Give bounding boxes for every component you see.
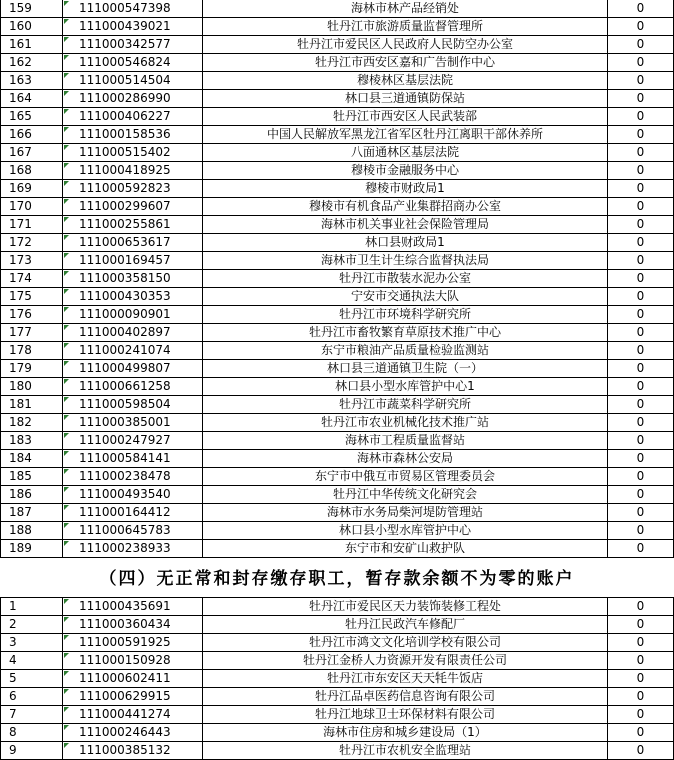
table-row xyxy=(1,180,674,198)
account-number-cell[interactable]: 111000515402 xyxy=(63,144,203,162)
table-row xyxy=(1,18,674,36)
account-number-cell[interactable]: 111000499807 xyxy=(63,360,203,378)
row-number-cell[interactable]: 175 xyxy=(1,288,63,306)
balance-cell[interactable]: 0 xyxy=(608,706,674,724)
row-number-cell[interactable]: 164 xyxy=(1,90,63,108)
row-number-cell[interactable]: 177 xyxy=(1,324,63,342)
row-number-cell[interactable]: 165 xyxy=(1,108,63,126)
balance-cell[interactable]: 0 xyxy=(608,72,674,90)
table-row xyxy=(1,688,674,706)
balance-cell[interactable]: 0 xyxy=(608,504,674,522)
row-number-cell[interactable]: 186 xyxy=(1,486,63,504)
row-number-cell[interactable]: 5 xyxy=(1,670,63,688)
table-row xyxy=(1,540,674,558)
row-number-cell[interactable]: 185 xyxy=(1,468,63,486)
table-row xyxy=(1,252,674,270)
table-row xyxy=(1,450,674,468)
table-row xyxy=(1,36,674,54)
balance-cell[interactable]: 0 xyxy=(608,670,674,688)
row-number-cell[interactable]: 176 xyxy=(1,306,63,324)
balance-cell[interactable]: 0 xyxy=(608,450,674,468)
row-number-cell[interactable]: 170 xyxy=(1,198,63,216)
table-row xyxy=(1,162,674,180)
account-number-cell[interactable]: 111000255861 xyxy=(63,216,203,234)
row-number-cell[interactable]: 8 xyxy=(1,724,63,742)
unit-name-cell[interactable]: 海林市工程质量监督站 xyxy=(203,432,608,450)
table-row xyxy=(1,108,674,126)
unit-name-cell[interactable]: 林口县三道通镇卫生院（一） xyxy=(203,360,608,378)
row-number-cell[interactable]: 173 xyxy=(1,252,63,270)
balance-cell[interactable]: 0 xyxy=(608,306,674,324)
balance-cell[interactable]: 0 xyxy=(608,234,674,252)
unit-name-cell[interactable]: 牡丹江市鸿文文化培训学校有限公司 xyxy=(203,634,608,652)
unit-name-cell[interactable]: 牡丹江市农机安全监理站 xyxy=(203,742,608,760)
table-row xyxy=(1,90,674,108)
table-row xyxy=(1,198,674,216)
table-row xyxy=(1,0,674,18)
balance-cell[interactable]: 0 xyxy=(608,486,674,504)
unit-name-cell[interactable]: 牡丹江市农业机械化技术推广站 xyxy=(203,414,608,432)
account-number-cell[interactable]: 111000592823 xyxy=(63,180,203,198)
account-number-cell[interactable]: 111000591925 xyxy=(63,634,203,652)
balance-cell[interactable]: 0 xyxy=(608,162,674,180)
row-number-cell[interactable]: 159 xyxy=(1,0,63,18)
row-number-cell[interactable]: 166 xyxy=(1,126,63,144)
account-number-cell[interactable]: 111000286990 xyxy=(63,90,203,108)
account-number-cell[interactable]: 111000299607 xyxy=(63,198,203,216)
account-number-cell[interactable]: 111000402897 xyxy=(63,324,203,342)
balance-cell[interactable]: 0 xyxy=(608,54,674,72)
balance-cell[interactable]: 0 xyxy=(608,742,674,760)
unit-name-cell[interactable]: 海林市森林公安局 xyxy=(203,450,608,468)
table-row xyxy=(1,234,674,252)
unit-name-cell[interactable]: 穆棱市财政局1 xyxy=(203,180,608,198)
unit-name-cell[interactable]: 牡丹江市西安区嘉和广告制作中心 xyxy=(203,54,608,72)
balance-cell[interactable]: 0 xyxy=(608,378,674,396)
account-number-cell[interactable]: 111000661258 xyxy=(63,378,203,396)
row-number-cell[interactable]: 163 xyxy=(1,72,63,90)
account-number-cell[interactable]: 111000247927 xyxy=(63,432,203,450)
table-row xyxy=(1,144,674,162)
unit-name-cell[interactable]: 八面通林区基层法院 xyxy=(203,144,608,162)
account-number-cell[interactable]: 111000342577 xyxy=(63,36,203,54)
table-row xyxy=(1,432,674,450)
unit-name-cell[interactable]: 林口县财政局1 xyxy=(203,234,608,252)
row-number-cell[interactable]: 188 xyxy=(1,522,63,540)
row-number-cell[interactable]: 1 xyxy=(1,598,63,616)
balance-cell[interactable]: 0 xyxy=(608,90,674,108)
balance-cell[interactable]: 0 xyxy=(608,0,674,18)
row-number-cell[interactable]: 168 xyxy=(1,162,63,180)
balance-cell[interactable]: 0 xyxy=(608,342,674,360)
section-heading: （四）无正常和封存缴存职工，暂存款余额不为零的账户 xyxy=(99,569,575,589)
balance-cell[interactable]: 0 xyxy=(608,198,674,216)
table-row xyxy=(1,306,674,324)
account-number-cell[interactable]: 111000584141 xyxy=(63,450,203,468)
unit-name-cell[interactable]: 牡丹江市畜牧繁育草原技术推广中心 xyxy=(203,324,608,342)
account-number-cell[interactable]: 111000430353 xyxy=(63,288,203,306)
account-number-cell[interactable]: 111000418925 xyxy=(63,162,203,180)
balance-cell[interactable]: 0 xyxy=(608,126,674,144)
unit-name-cell[interactable]: 宁安市交通执法大队 xyxy=(203,288,608,306)
row-number-cell[interactable]: 2 xyxy=(1,616,63,634)
unit-name-cell[interactable]: 牡丹江市西安区人民武装部 xyxy=(203,108,608,126)
table-row xyxy=(1,598,674,616)
balance-cell[interactable]: 0 xyxy=(608,634,674,652)
account-number-cell[interactable]: 111000439021 xyxy=(63,18,203,36)
account-number-cell[interactable]: 111000645783 xyxy=(63,522,203,540)
balance-cell[interactable]: 0 xyxy=(608,360,674,378)
unit-name-cell[interactable]: 牡丹江品卓医药信息咨询有限公司 xyxy=(203,688,608,706)
table-row xyxy=(1,72,674,90)
unit-name-cell[interactable]: 穆棱市金融服务中心 xyxy=(203,162,608,180)
balance-cell[interactable]: 0 xyxy=(608,688,674,706)
unit-name-cell[interactable]: 海林市卫生计生综合监督执法局 xyxy=(203,252,608,270)
balance-cell[interactable]: 0 xyxy=(608,540,674,558)
balance-cell[interactable]: 0 xyxy=(608,252,674,270)
balance-cell[interactable]: 0 xyxy=(608,522,674,540)
table-row xyxy=(1,504,674,522)
table-row xyxy=(1,360,674,378)
balance-cell[interactable]: 0 xyxy=(608,216,674,234)
account-number-cell[interactable]: 111000241074 xyxy=(63,342,203,360)
unit-name-cell[interactable]: 穆棱市有机食品产业集群招商办公室 xyxy=(203,198,608,216)
balance-cell[interactable]: 0 xyxy=(608,288,674,306)
table-row xyxy=(1,724,674,742)
table-row xyxy=(1,216,674,234)
account-number-cell[interactable]: 111000158536 xyxy=(63,126,203,144)
unit-name-cell[interactable]: 海林市机关事业社会保险管理局 xyxy=(203,216,608,234)
row-number-cell[interactable]: 9 xyxy=(1,742,63,760)
balance-cell[interactable]: 0 xyxy=(608,414,674,432)
row-number-cell[interactable]: 167 xyxy=(1,144,63,162)
row-number-cell[interactable]: 179 xyxy=(1,360,63,378)
balance-cell[interactable]: 0 xyxy=(608,432,674,450)
unit-name-cell[interactable]: 中国人民解放军黑龙江省军区牡丹江离职干部休养所 xyxy=(203,126,608,144)
balance-cell[interactable]: 0 xyxy=(608,396,674,414)
unit-name-cell[interactable]: 海林市水务局柴河堤防管理站 xyxy=(203,504,608,522)
unit-name-cell[interactable]: 林口县三道通镇防保站 xyxy=(203,90,608,108)
table-row xyxy=(1,486,674,504)
account-number-cell[interactable]: 111000169457 xyxy=(63,252,203,270)
unit-name-cell[interactable]: 穆棱林区基层法院 xyxy=(203,72,608,90)
accounts-table-lower xyxy=(0,597,674,760)
table-row xyxy=(1,706,674,724)
table-row xyxy=(1,522,674,540)
row-number-cell[interactable]: 171 xyxy=(1,216,63,234)
table-row xyxy=(1,288,674,306)
row-number-cell[interactable]: 6 xyxy=(1,688,63,706)
row-number-cell[interactable]: 160 xyxy=(1,18,63,36)
account-number-cell[interactable]: 111000653617 xyxy=(63,234,203,252)
balance-cell[interactable]: 0 xyxy=(608,144,674,162)
balance-cell[interactable]: 0 xyxy=(608,652,674,670)
table-row xyxy=(1,634,674,652)
row-number-cell[interactable]: 4 xyxy=(1,652,63,670)
account-number-cell[interactable]: 111000360434 xyxy=(63,616,203,634)
row-number-cell[interactable]: 184 xyxy=(1,450,63,468)
balance-cell[interactable]: 0 xyxy=(608,324,674,342)
account-number-cell[interactable]: 111000602411 xyxy=(63,670,203,688)
unit-name-cell[interactable]: 牡丹江中华传统文化研究会 xyxy=(203,486,608,504)
unit-name-cell[interactable]: 海林市林产品经销处 xyxy=(203,0,608,18)
row-number-cell[interactable]: 162 xyxy=(1,54,63,72)
balance-cell[interactable]: 0 xyxy=(608,18,674,36)
account-number-cell[interactable]: 111000598504 xyxy=(63,396,203,414)
account-number-cell[interactable]: 111000385132 xyxy=(63,742,203,760)
unit-name-cell[interactable]: 牡丹江金桥人力资源开发有限责任公司 xyxy=(203,652,608,670)
unit-name-cell[interactable]: 牡丹江市环境科学研究所 xyxy=(203,306,608,324)
account-number-cell[interactable]: 111000358150 xyxy=(63,270,203,288)
table-row xyxy=(1,414,674,432)
table-row xyxy=(1,378,674,396)
row-number-cell[interactable]: 181 xyxy=(1,396,63,414)
row-number-cell[interactable]: 172 xyxy=(1,234,63,252)
unit-name-cell[interactable]: 林口县小型水库管护中心 xyxy=(203,522,608,540)
table-row xyxy=(1,270,674,288)
account-number-cell[interactable]: 111000150928 xyxy=(63,652,203,670)
table-row xyxy=(1,54,674,72)
table-row xyxy=(1,616,674,634)
unit-name-cell[interactable]: 牡丹江市东安区天天牦牛饭店 xyxy=(203,670,608,688)
unit-name-cell[interactable]: 牡丹江市爱民区天力装饰装修工程处 xyxy=(203,598,608,616)
account-number-cell[interactable]: 111000441274 xyxy=(63,706,203,724)
balance-cell[interactable]: 0 xyxy=(608,180,674,198)
row-number-cell[interactable]: 7 xyxy=(1,706,63,724)
row-number-cell[interactable]: 183 xyxy=(1,432,63,450)
account-number-cell[interactable]: 111000238933 xyxy=(63,540,203,558)
account-number-cell[interactable]: 111000164412 xyxy=(63,504,203,522)
table-row xyxy=(1,652,674,670)
table-row xyxy=(1,324,674,342)
table-row xyxy=(1,342,674,360)
unit-name-cell[interactable]: 牡丹江地球卫士环保材料有限公司 xyxy=(203,706,608,724)
unit-name-cell[interactable]: 海林市住房和城乡建设局（1） xyxy=(203,724,608,742)
row-number-cell[interactable]: 180 xyxy=(1,378,63,396)
unit-name-cell[interactable]: 牡丹江市旅游质量监督管理所 xyxy=(203,18,608,36)
account-number-cell[interactable]: 111000406227 xyxy=(63,108,203,126)
row-number-cell[interactable]: 161 xyxy=(1,36,63,54)
unit-name-cell[interactable]: 东宁市中俄互市贸易区管理委员会 xyxy=(203,468,608,486)
account-number-cell[interactable]: 111000514504 xyxy=(63,72,203,90)
table-row xyxy=(1,742,674,760)
balance-cell[interactable]: 0 xyxy=(608,270,674,288)
unit-name-cell[interactable]: 牡丹江市蔬菜科学研究所 xyxy=(203,396,608,414)
account-number-cell[interactable]: 111000246443 xyxy=(63,724,203,742)
balance-cell[interactable]: 0 xyxy=(608,598,674,616)
unit-name-cell[interactable]: 牡丹江民政汽车修配厂 xyxy=(203,616,608,634)
table-row xyxy=(1,670,674,688)
row-number-cell[interactable]: 174 xyxy=(1,270,63,288)
row-number-cell[interactable]: 187 xyxy=(1,504,63,522)
unit-name-cell[interactable]: 东宁市和安矿山救护队 xyxy=(203,540,608,558)
unit-name-cell[interactable]: 牡丹江市爱民区人民政府人民防空办公室 xyxy=(203,36,608,54)
row-number-cell[interactable]: 189 xyxy=(1,540,63,558)
account-number-cell[interactable]: 111000546824 xyxy=(63,54,203,72)
account-number-cell[interactable]: 111000547398 xyxy=(63,0,203,18)
table-row xyxy=(1,126,674,144)
account-number-cell[interactable]: 111000629915 xyxy=(63,688,203,706)
unit-name-cell[interactable]: 牡丹江市散装水泥办公室 xyxy=(203,270,608,288)
account-number-cell[interactable]: 111000493540 xyxy=(63,486,203,504)
row-number-cell[interactable]: 3 xyxy=(1,634,63,652)
table-row xyxy=(1,396,674,414)
unit-name-cell[interactable]: 东宁市粮油产品质量检验监测站 xyxy=(203,342,608,360)
balance-cell[interactable]: 0 xyxy=(608,616,674,634)
row-number-cell[interactable]: 178 xyxy=(1,342,63,360)
balance-cell[interactable]: 0 xyxy=(608,108,674,126)
row-number-cell[interactable]: 169 xyxy=(1,180,63,198)
balance-cell[interactable]: 0 xyxy=(608,724,674,742)
table-row xyxy=(1,468,674,486)
balance-cell[interactable]: 0 xyxy=(608,468,674,486)
account-number-cell[interactable]: 111000435691 xyxy=(63,598,203,616)
account-number-cell[interactable]: 111000090901 xyxy=(63,306,203,324)
row-number-cell[interactable]: 182 xyxy=(1,414,63,432)
account-number-cell[interactable]: 111000385001 xyxy=(63,414,203,432)
balance-cell[interactable]: 0 xyxy=(608,36,674,54)
account-number-cell[interactable]: 111000238478 xyxy=(63,468,203,486)
unit-name-cell[interactable]: 林口县小型水库管护中心1 xyxy=(203,378,608,396)
